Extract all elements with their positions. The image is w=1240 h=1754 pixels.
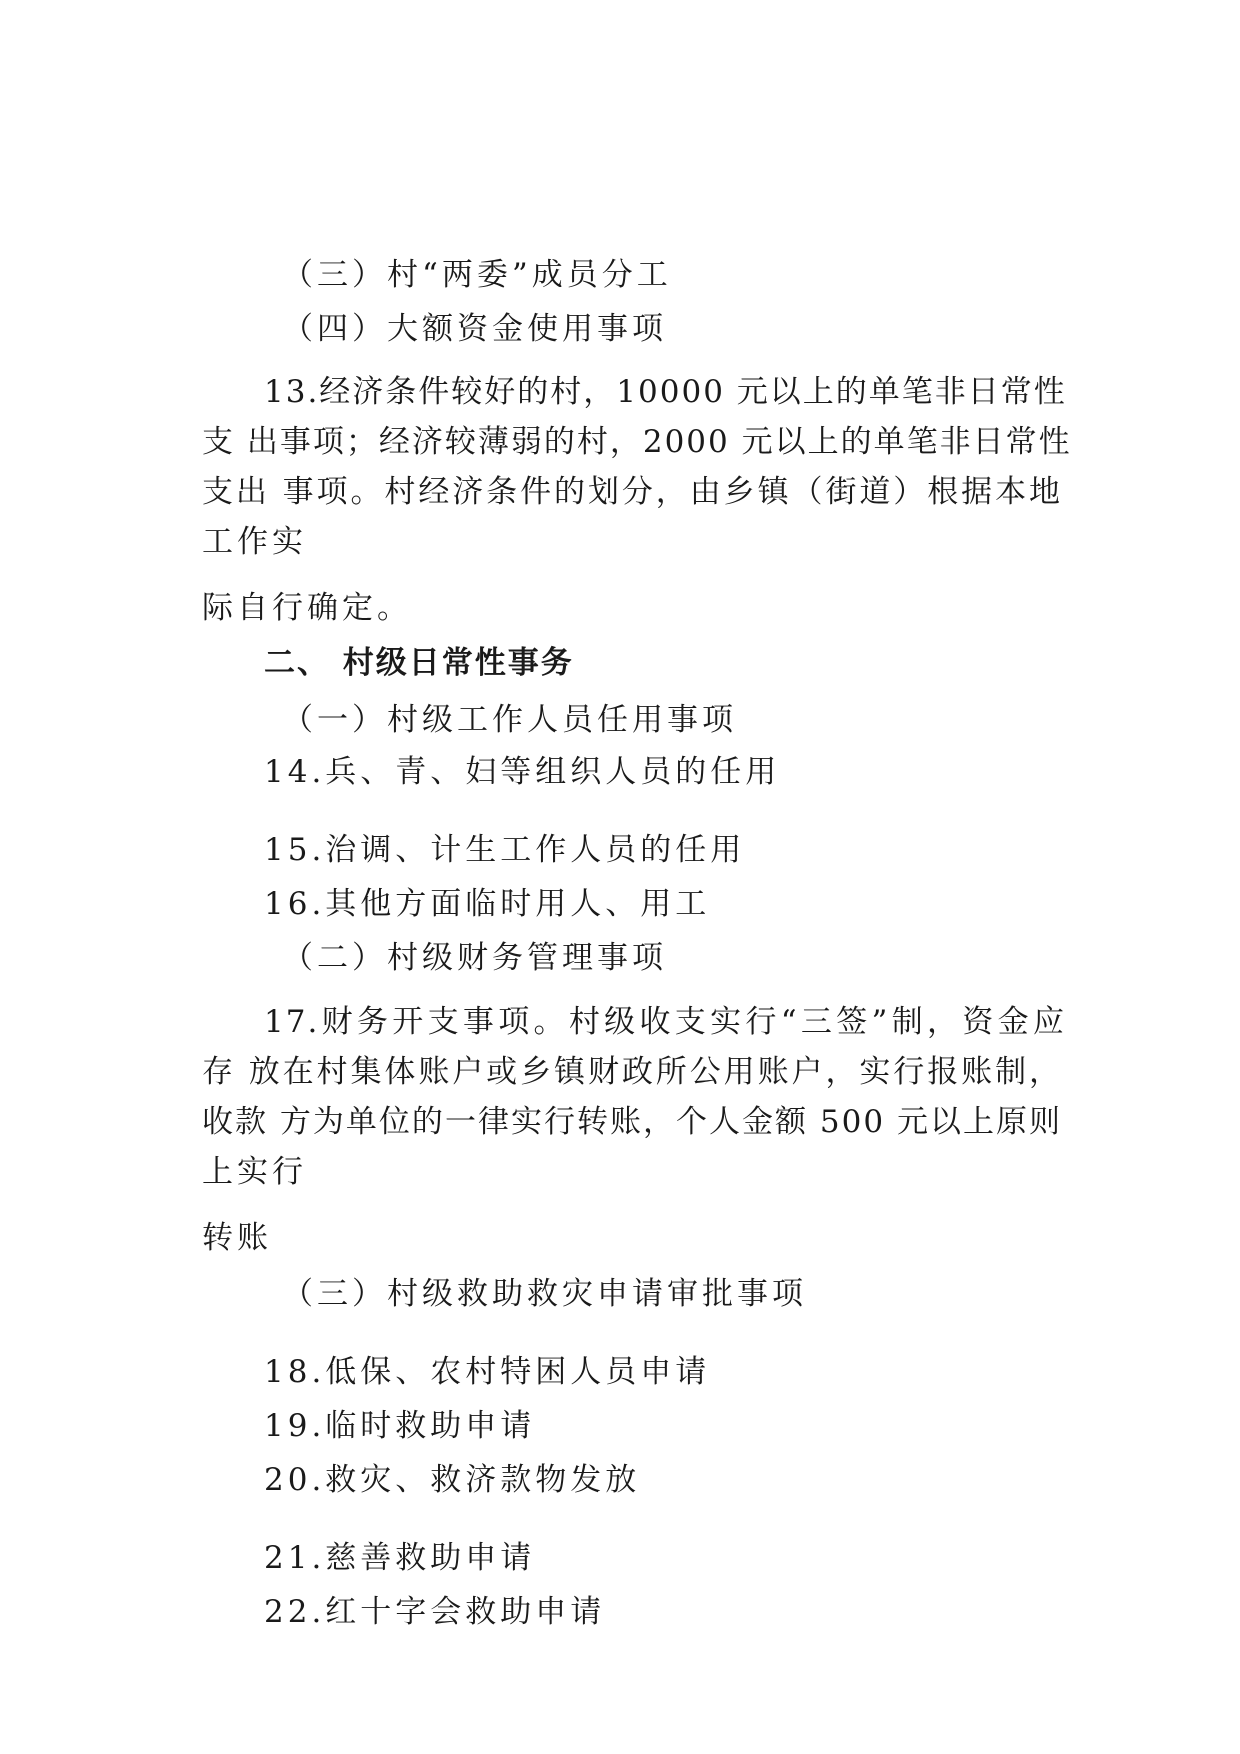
item-18: 18.低保、农村特困人员申请 — [264, 1354, 711, 1390]
item-13-line-4: 工作实 — [202, 524, 307, 560]
item-17-line-2: 存 放在村集体账户或乡镇财政所公用账户，实行报账制， — [202, 1054, 1062, 1090]
item-13-line-3: 支出 事项。村经济条件的划分，由乡镇（街道）根据本地 — [202, 474, 1062, 510]
item-19: 19.临时救助申请 — [264, 1408, 536, 1444]
item-17-line-1: 17.财务开支事项。村级收支实行“三签”制，资金应 — [264, 1004, 1066, 1040]
item-22: 22.红十字会救助申请 — [264, 1594, 606, 1630]
item-15: 15.治调、计生工作人员的任用 — [264, 832, 746, 868]
subsection-heading-1: （一）村级工作人员任用事项 — [282, 702, 737, 738]
item-14: 14.兵、青、妇等组织人员的任用 — [264, 754, 781, 790]
item-21: 21.慈善救助申请 — [264, 1540, 536, 1576]
subsection-heading-3b: （三）村级救助救灾申请审批事项 — [282, 1276, 807, 1312]
item-13-line-2: 支 出事项；经济较薄弱的村，2000 元以上的单笔非日常性 — [202, 424, 1072, 460]
item-13-line-1: 13.经济条件较好的村，10000 元以上的单笔非日常性 — [264, 374, 1067, 410]
item-17-line-5: 转账 — [202, 1220, 272, 1256]
subsection-heading-4: （四）大额资金使用事项 — [282, 311, 667, 347]
item-17-line-4: 上实行 — [202, 1154, 307, 1190]
subsection-heading-3: （三）村“两委”成员分工 — [282, 257, 672, 293]
subsection-heading-2: （二）村级财务管理事项 — [282, 940, 667, 976]
item-20: 20.救灾、救济款物发放 — [264, 1462, 641, 1498]
item-16: 16.其他方面临时用人、用工 — [264, 886, 711, 922]
section-heading-2: 二、 村级日常性事务 — [264, 645, 574, 681]
item-17-line-3: 收款 方为单位的一律实行转账，个人金额 500 元以上原则 — [202, 1104, 1062, 1140]
item-13-line-5: 际自行确定。 — [202, 590, 412, 626]
